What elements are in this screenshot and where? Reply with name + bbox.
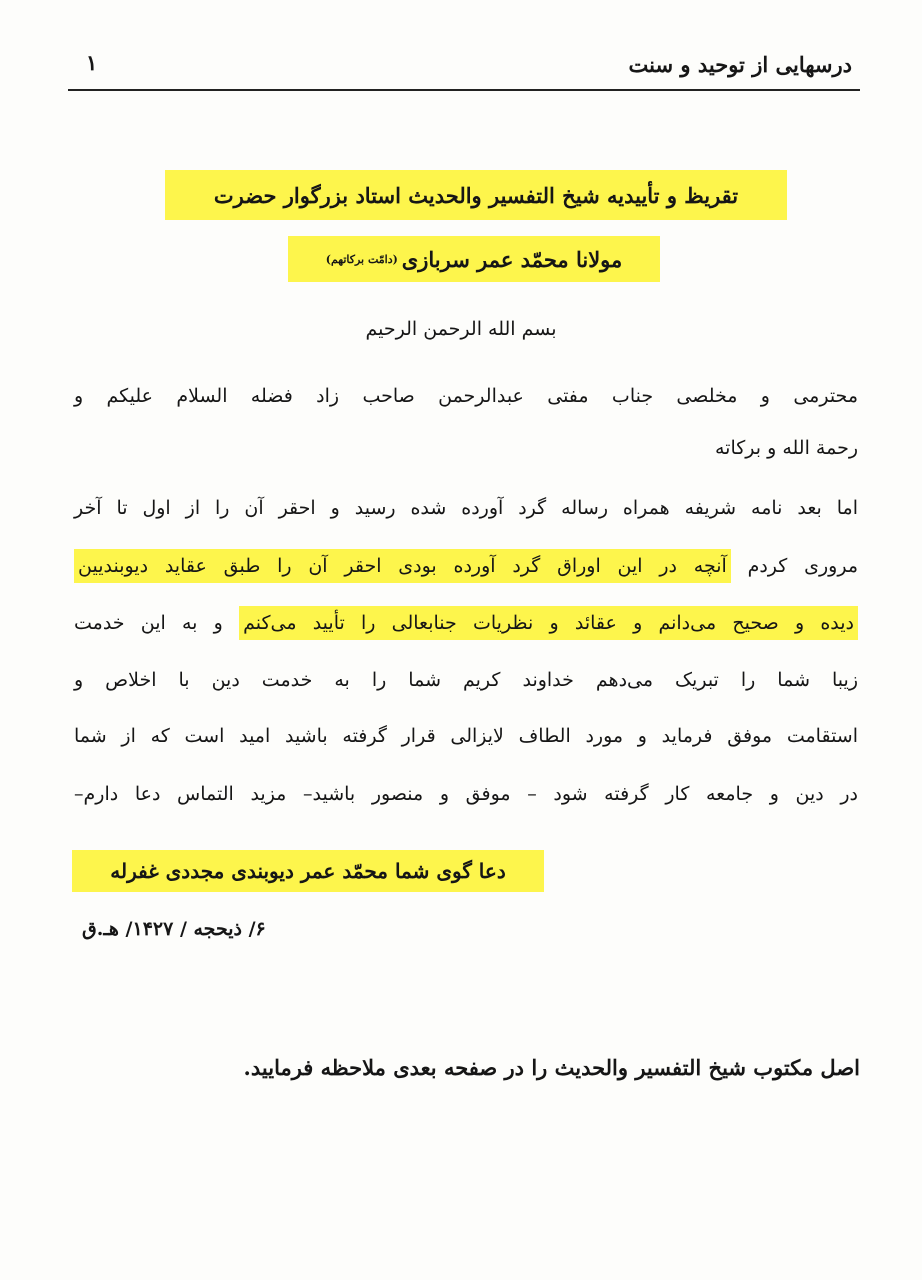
date: ۶/ ذیحجه / ۱۴۲۷/ هـ.ق bbox=[82, 918, 266, 940]
header-divider bbox=[68, 89, 860, 91]
bismillah: بسم الله الرحمن الرحیم bbox=[365, 318, 557, 340]
greeting-line-2: رحمة الله و برکاته bbox=[714, 437, 858, 459]
paragraph-line-2-start: مروری کردم bbox=[730, 555, 859, 577]
paragraph-line-6: در دین و جامعه کار گرفته شود – موفق و منصور باشید– مزید التماس دعا دارم– bbox=[74, 783, 858, 805]
document-title: تقریظ و تأییدیه شیخ التفسیر والحدیث استاد بزرگوار حضرت bbox=[165, 170, 787, 220]
paragraph-line-2 bbox=[74, 546, 858, 586]
paragraph-line-3-end: و به این خدمت bbox=[74, 612, 240, 634]
highlighted-text-2: دیده و صحیح می‌دانم و عقائد و نظریات جنابعالی را تأیید می‌کنم bbox=[239, 606, 858, 640]
author-honorific: (دامّت برکاتهم) bbox=[325, 252, 398, 266]
footer-note: اصل مکتوب شیخ التفسیر والحدیث را در صفحه بعدی ملاحظه فرمایید. bbox=[243, 1055, 860, 1080]
signature: دعا گوی شما محمّد عمر دیوبندی مجددی غفرله bbox=[72, 850, 544, 892]
paragraph-line-5: استقامت موفق فرماید و مورد الطاف لایزالی قرار گرفته باشید امید است که از شما bbox=[74, 725, 858, 747]
greeting-line-1: محترمی و مخلصی جناب مفتی عبدالرحمن صاحب زاد فضله السلام علیکم و bbox=[74, 385, 858, 407]
header-title: درسهایی از توحید و سنت bbox=[628, 52, 852, 77]
paragraph-line-4: زیبا شما را تبریک می‌دهم خداوند کریم شما را به خدمت دین با اخلاص و bbox=[74, 669, 858, 691]
page-number: ۱ bbox=[86, 50, 98, 75]
paragraph-line-3 bbox=[74, 603, 858, 643]
author-name-block bbox=[288, 236, 660, 282]
author-name: مولانا محمّد عمر سربازی bbox=[401, 246, 623, 272]
highlighted-text-1: آنچه در این اوراق گرد آورده بودی احقر آن را طبق عقاید دیوبندیین bbox=[74, 549, 731, 583]
paragraph-line-1: اما بعد نامه شریفه همراه رساله گرد آورده شده رسید و احقر آن را از اول تا آخر bbox=[74, 497, 858, 519]
